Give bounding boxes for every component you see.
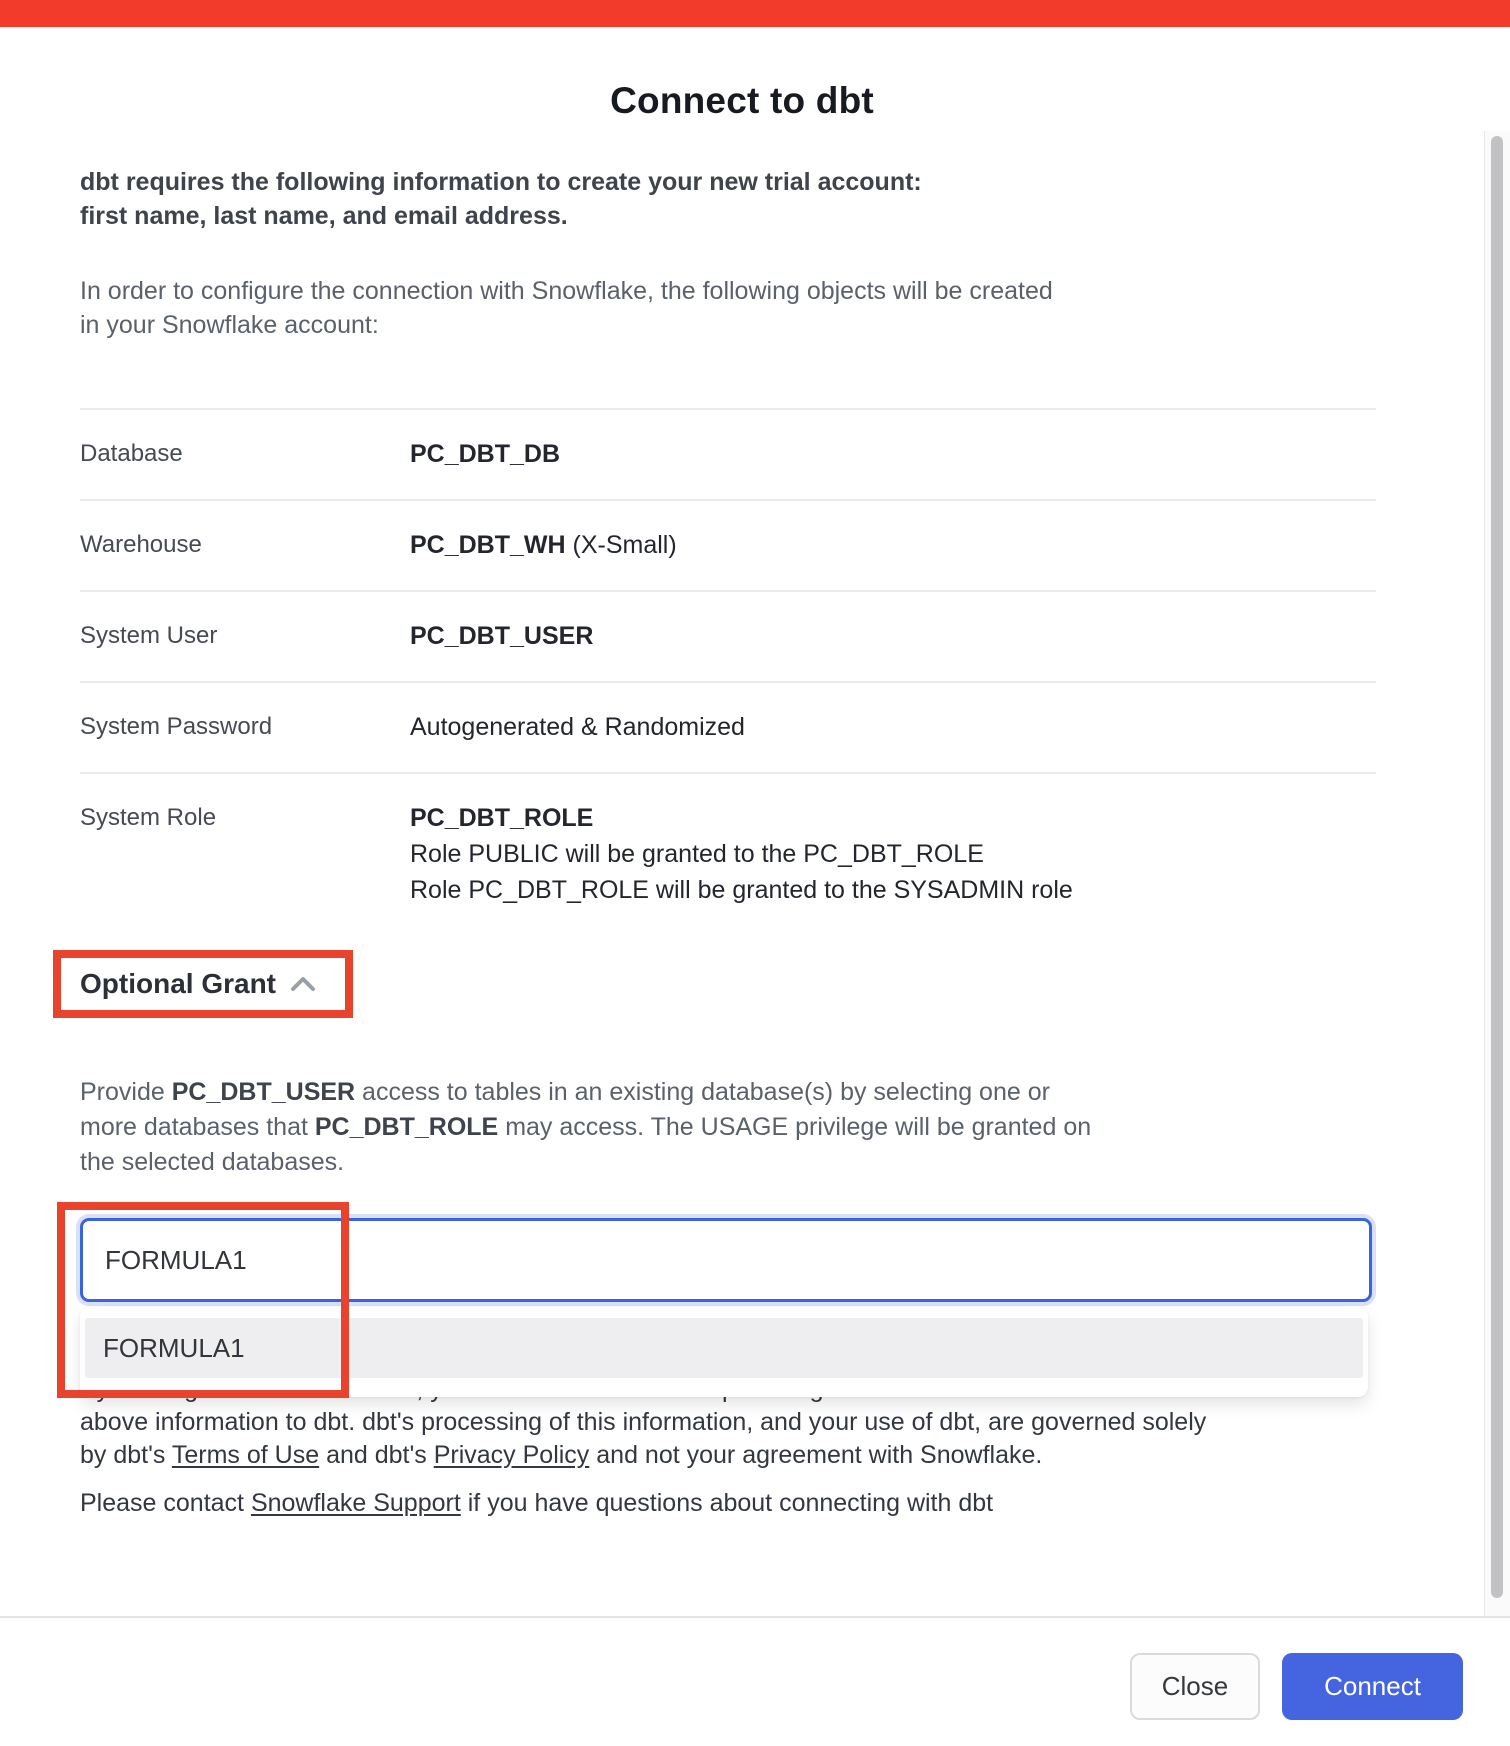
snowflake-support-link[interactable]: Snowflake Support	[250, 1489, 461, 1517]
privacy-policy-link[interactable]: Privacy Policy	[433, 1441, 590, 1469]
grant-paragraph: Provide PC_DBT_USER access to tables in an existing database(s) by selecting one or more databases that PC_DBT_ROLE may access. The USAGE privilege will be granted on the selected databases.	[80, 1078, 1092, 1176]
objects-table	[80, 408, 1376, 935]
row-label: System Role	[80, 804, 217, 831]
legal-line2: above information to dbt. dbt's processing of this information, and your use of dbt, are governed solely	[80, 1408, 1207, 1436]
intro-bold-text	[80, 165, 922, 233]
intro-paragraph	[80, 274, 1053, 342]
chevron-up-icon	[290, 975, 316, 993]
intro-bold-line1: dbt requires the following information to create your new trial account:	[80, 168, 922, 196]
page-title: Connect to dbt	[610, 80, 874, 121]
row-label: System Password	[80, 713, 273, 740]
table-row-system-role	[80, 774, 1376, 935]
table-row-database	[80, 410, 1376, 501]
dropdown-option-formula1[interactable]: FORMULA1	[85, 1318, 1363, 1378]
row-value: PC_DBT_DB	[410, 440, 561, 468]
role-grant-line1: Role PUBLIC will be granted to the PC_DBT_ROLE	[410, 840, 984, 868]
row-label: Database	[80, 440, 183, 467]
top-annotation-bar	[0, 0, 1510, 27]
contact-line: Please contact Snowflake Support if you have questions about connecting with dbt	[80, 1489, 994, 1517]
terms-of-use-link[interactable]: Terms of Use	[171, 1441, 320, 1469]
database-search-input[interactable]	[80, 1218, 1372, 1302]
role-grant-line2: Role PC_DBT_ROLE will be granted to the SYSADMIN role	[410, 876, 1073, 904]
intro-bold-line2: first name, last name, and email address.	[80, 202, 568, 230]
row-value: PC_DBT_WH	[410, 531, 566, 559]
intro-para-line2: in your Snowflake account:	[80, 311, 379, 339]
footer-divider	[0, 1616, 1510, 1618]
row-value: PC_DBT_ROLE	[410, 804, 594, 832]
scrollbar-thumb[interactable]	[1491, 136, 1503, 1598]
table-row-system-user	[80, 592, 1376, 683]
optional-grant-label: Optional Grant	[80, 968, 276, 999]
row-value: PC_DBT_USER	[410, 622, 594, 650]
row-label: Warehouse	[80, 531, 202, 558]
intro-para-line1: In order to configure the connection with Snowflake, the following objects will be created	[80, 277, 1053, 305]
close-button[interactable]: Close	[1130, 1653, 1260, 1720]
connect-button[interactable]: Connect	[1282, 1653, 1463, 1720]
table-row-system-password: System Password Autogenerated & Randomized	[80, 683, 1376, 774]
table-row-warehouse: Warehouse PC_DBT_WH (X-Small)	[80, 501, 1376, 592]
row-label: System User	[80, 622, 218, 649]
database-dropdown	[80, 1307, 1368, 1397]
legal-line3: by dbt's Terms of Use and dbt's Privacy Policy and not your agreement with Snowflake.	[80, 1441, 1043, 1469]
optional-grant-toggle[interactable]	[61, 968, 316, 1000]
optional-grant-annotation-box	[53, 950, 353, 1018]
